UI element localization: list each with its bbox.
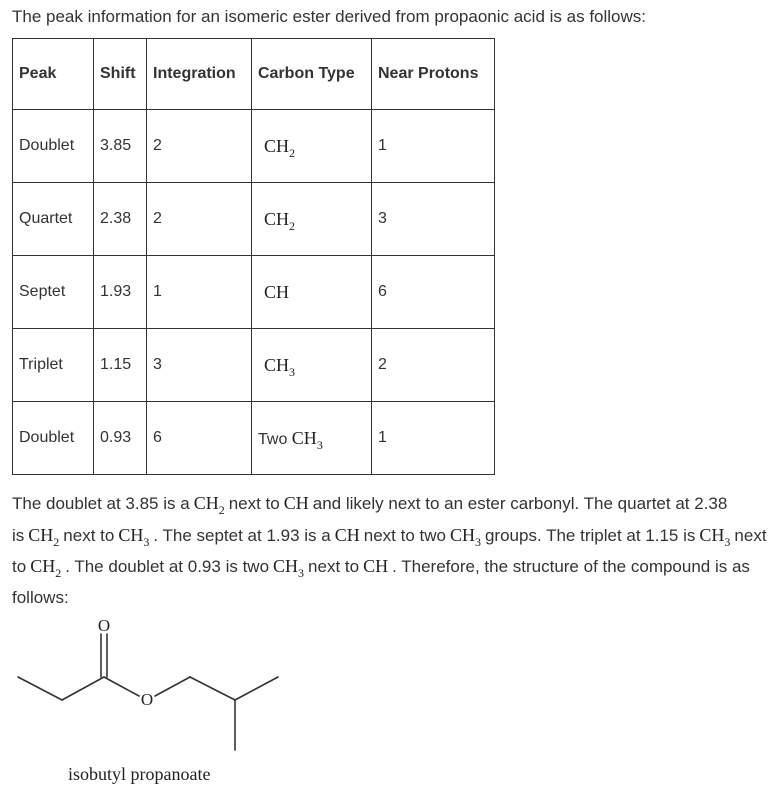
carbon-formula: $CH_3$ (291, 427, 323, 452)
cell-carbon-type (252, 110, 372, 183)
bond (155, 677, 190, 696)
cell-carbon-type (252, 183, 372, 256)
cell-integration: 6 (147, 402, 252, 475)
carbon-prefix: Two (258, 430, 288, 448)
cell-near-protons: 1 (372, 402, 495, 475)
cell-shift: 3.85 (94, 110, 147, 183)
compound-name: isobutyl propanoate (68, 764, 211, 784)
header-shift: Shift (94, 39, 147, 110)
formula-ch3: $CH_3$ (699, 524, 731, 549)
cell-integration: 3 (147, 329, 252, 402)
bond (235, 677, 278, 700)
explanation-paragraph: The doublet at 3.85 is a $CH_2$ next to CH and likely next to an ester carbonyl. The quartet at 2.38 is $CH_2$ next to $CH_3$ . The septet at 1.93 is a CH next to two $CH_3$ groups. The triplet at 1.15 is $CH_3$ next to $CH_2$ . The doublet at 0.93 is two $CH_3$ next to CH . Therefore, the structure of the compound is as follows: (12, 493, 767, 607)
header-carbon-type: Carbon Type (252, 39, 372, 110)
header-peak: Peak (13, 39, 94, 110)
table-row (13, 110, 495, 183)
cell-near-protons: 2 (372, 329, 495, 402)
cell-near-protons: 3 (372, 183, 495, 256)
table-row (13, 256, 495, 329)
cell-peak: Doublet (13, 110, 94, 183)
cell-near-protons: 1 (372, 110, 495, 183)
formula-ch3: $CH_3$ (118, 524, 150, 549)
carbon-formula: $CH_2$ (264, 135, 296, 160)
header-integration: Integration (147, 39, 252, 110)
table-row (13, 183, 495, 256)
cell-carbon-type (252, 402, 372, 475)
table-row (13, 402, 495, 475)
header-near-protons: Near Protons (372, 39, 495, 110)
cell-carbon-type (252, 256, 372, 329)
formula-ch3: $CH_3$ (273, 556, 305, 580)
table-row (13, 329, 495, 402)
intro-text: The peak information for an isomeric ester derived from propaonic acid is as follows: (12, 7, 647, 26)
bond (190, 677, 235, 700)
isobutyl-propanoate-structure (0, 600, 320, 765)
cell-shift: 0.93 (94, 402, 147, 475)
cell-carbon-type (252, 329, 372, 402)
formula-ch: CH (334, 524, 360, 545)
cell-integration: 2 (147, 183, 252, 256)
ester-oxygen-label: O (140, 690, 154, 709)
carbonyl-oxygen-label: O (97, 616, 111, 635)
formula-ch2: $CH_2$ (28, 524, 60, 549)
bond (104, 677, 139, 696)
table-header-row (13, 39, 495, 110)
carbon-formula: $CH_3$ (264, 354, 296, 379)
carbon-formula: CH (264, 281, 290, 302)
cell-peak: Doublet (13, 402, 94, 475)
formula-ch2: $CH_2$ (30, 556, 62, 580)
bond (18, 677, 62, 700)
formula-ch3: $CH_3$ (449, 524, 481, 549)
cell-integration: 2 (147, 110, 252, 183)
formula-ch: CH (283, 493, 309, 513)
nmr-peak-table (12, 38, 495, 475)
cell-shift: 1.93 (94, 256, 147, 329)
formula-ch2: $CH_2$ (193, 493, 225, 517)
cell-shift: 1.15 (94, 329, 147, 402)
bond (62, 677, 104, 700)
cell-shift: 2.38 (94, 183, 147, 256)
cell-integration: 1 (147, 256, 252, 329)
cell-peak: Triplet (13, 329, 94, 402)
cell-peak: Quartet (13, 183, 94, 256)
formula-ch: CH (363, 556, 389, 576)
cell-peak: Septet (13, 256, 94, 329)
cell-near-protons: 6 (372, 256, 495, 329)
carbon-formula: $CH_2$ (264, 208, 296, 233)
